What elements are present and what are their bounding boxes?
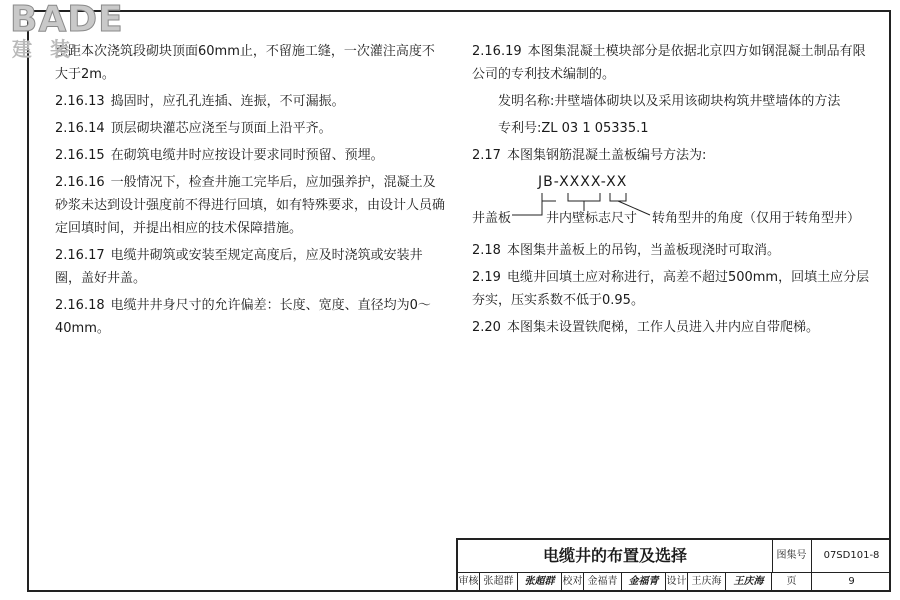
title-block — [456, 538, 891, 592]
left-column — [55, 40, 445, 344]
clause-number: 2.18 — [472, 243, 501, 258]
invention-name: 发明名称:井壁墙体砌块以及采用该砌块构筑井壁墙体的方法 — [498, 94, 841, 109]
logo-word: BADE — [10, 0, 124, 40]
label-inner-size: 井内壁标志尺寸 — [546, 211, 638, 226]
clause-2-16-13 — [55, 90, 445, 113]
check-name: 金福青 — [584, 572, 622, 592]
design-name: 王庆海 — [688, 572, 726, 592]
leader-cover — [512, 201, 542, 215]
clause-text: 捣固时，应孔孔连插、连振，不可漏振。 — [110, 94, 345, 109]
clause-number: 2.16.13 — [55, 94, 105, 109]
page-number: 9 — [848, 576, 855, 587]
design-label: 设计 — [666, 572, 688, 592]
clause-2-16-19 — [472, 40, 872, 86]
clause-2-19 — [472, 266, 872, 312]
clause-number: 2.16.19 — [472, 44, 522, 59]
review-label: 审核 — [458, 572, 480, 592]
clause-2-16-18 — [55, 294, 445, 340]
clause-text: 电缆井砌筑或安装至规定高度后，应及时浇筑或安装井圈，盖好井盖。 — [55, 248, 423, 286]
clause-2-16-16 — [55, 171, 445, 240]
clause-2-18 — [472, 239, 872, 262]
clause-number: 2.16.15 — [55, 148, 105, 163]
clause-text: 本图集未设置铁爬梯，工作人员进入井内应自带爬梯。 — [506, 320, 819, 335]
review-signature: 张超群 — [518, 572, 562, 592]
clause-2-17 — [472, 144, 872, 167]
atlas-number: 07SD101-8 — [823, 550, 880, 561]
clause-number: 2.16.17 — [55, 248, 105, 263]
right-column — [472, 40, 872, 343]
numbering-diagram — [472, 171, 872, 233]
label-cover-plate: 井盖板 — [472, 211, 512, 226]
title-block-row-bottom — [458, 572, 891, 592]
clause-number: 2.16.14 — [55, 121, 105, 136]
clause-number: 2.17 — [472, 148, 501, 163]
clause-text: 本图集钢筋混凝土盖板编号方法为: — [506, 148, 707, 163]
bracket-angle — [610, 193, 626, 201]
patent-number: 专利号:ZL 03 1 05335.1 — [498, 121, 649, 136]
check-signature: 金福青 — [622, 572, 666, 592]
clause-text: 本图集井盖板上的吊钩，当盖板现浇时可取消。 — [506, 243, 780, 258]
bracket-cover — [542, 193, 556, 201]
clause-text: 至距本次浇筑段砌块顶面60mm止，不留施工缝，一次灌注高度不大于2m。 — [55, 44, 435, 82]
clause-text: 本图集混凝土模块部分是依据北京四方如钢混凝土制品有限公司的专利技术编制的。 — [472, 44, 866, 82]
label-corner-angle: 转角型井的角度（仅用于转角型井） — [652, 211, 861, 226]
drawing-title: 电缆井的布置及选择 — [458, 540, 773, 572]
design-signature: 王庆海 — [726, 572, 772, 592]
review-name: 张超群 — [480, 572, 518, 592]
clause-2-20 — [472, 316, 872, 339]
clause-number: 2.16.16 — [55, 175, 105, 190]
title-block-row-top — [458, 540, 891, 573]
bracket-size — [568, 193, 600, 201]
clause-number: 2.16.18 — [55, 298, 105, 313]
clause-text: 一般情况下，检查井施工完毕后，应加强养护，混凝土及砂浆未达到设计强度前不得进行回填，如有特殊要求，由设计人员确定回填时间，并提出相应的技术保障措施。 — [55, 175, 446, 236]
logo-cn: 建装 — [12, 37, 88, 61]
clause-text: 电缆井回填土应对称进行，高差不超过500mm，回填土应分层夯实，压实系数不低于0.95。 — [472, 270, 870, 308]
clause-text: 在砌筑电缆井时应按设计要求同时预留、预埋。 — [110, 148, 384, 163]
clause-text: 顶层砌块灌芯应浇至与顶面上沿平齐。 — [110, 121, 332, 136]
clause-2-16-14 — [55, 117, 445, 140]
check-label: 校对 — [562, 572, 584, 592]
clause-number: 2.20 — [472, 320, 501, 335]
clause-text: 电缆井井身尺寸的允许偏差：长度、宽度、直径均为0～40mm。 — [55, 298, 431, 336]
clause-2-16-15 — [55, 144, 445, 167]
clause-2-16-17 — [55, 244, 445, 290]
watermark-logo — [10, 2, 124, 60]
code-template: JB-XXXX-XX — [538, 174, 628, 190]
page-label: 页 — [772, 572, 812, 592]
atlas-label: 图集号 — [772, 540, 812, 572]
clause-number: 2.19 — [472, 270, 501, 285]
